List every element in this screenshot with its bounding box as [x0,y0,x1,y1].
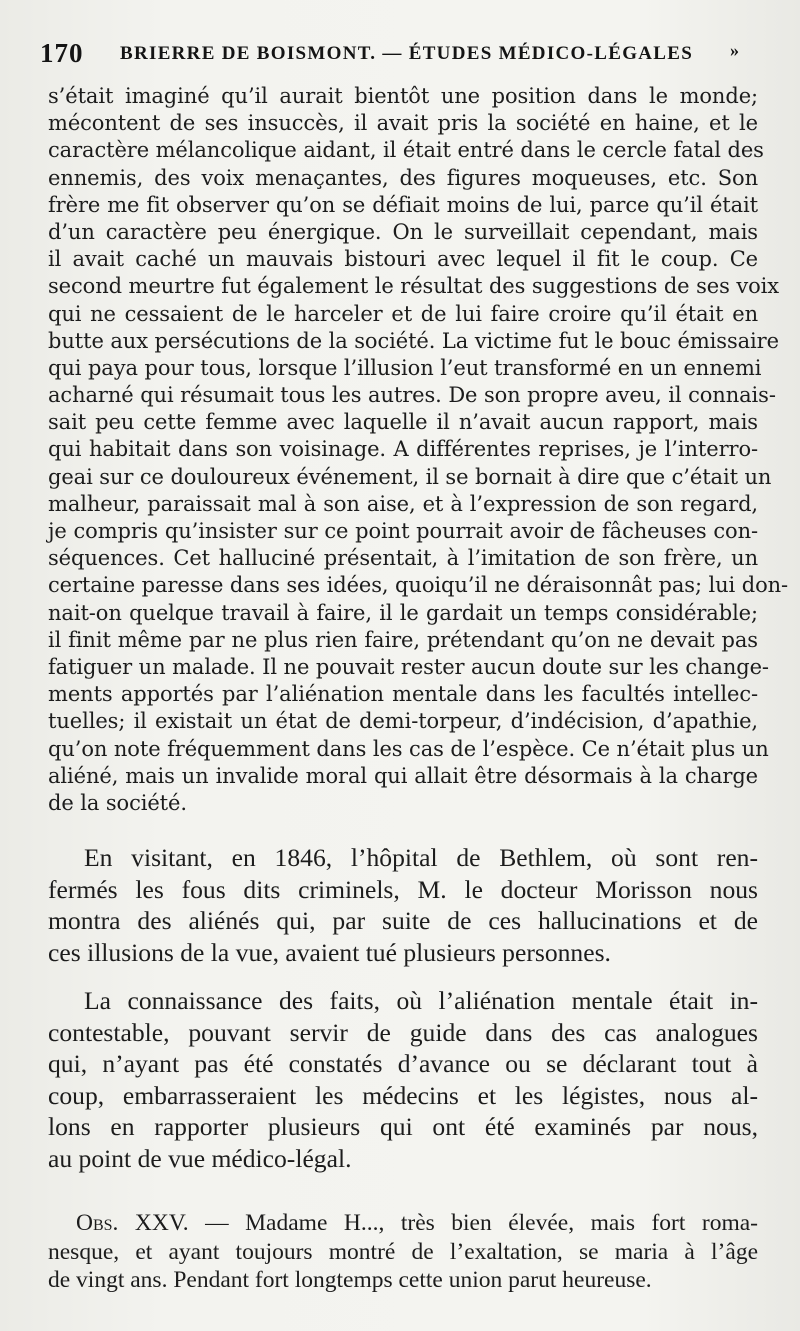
text-line: qui ne cessaient de le harceler et de lui faire croire qu’il était en [48,301,758,326]
text-line: mécontent de ses insuccès, il avait pris la société en haine, et le [48,111,758,136]
observation-text: — Madame H..., très bien élevée, mais fort roma- [205,1210,758,1236]
text-line: second meurtre fut également le résultat des suggestions de ses voix [48,274,779,299]
page-number: 170 [40,38,84,68]
paragraph-1 [48,83,789,817]
header-mark: » [730,40,739,60]
text-line: fatiguer un malade. Il ne pouvait rester aucun doute sur les change- [48,654,769,679]
text-line: contestable, pouvant servir de guide dans des cas analogues [48,1017,758,1047]
text-line: ments apportés par l’aliénation mentale dans les facultés intellec- [48,682,758,707]
text-line: caractère mélancolique aidant, il était entré dans le cercle fatal des [48,138,764,163]
observation-label: Obs. XXV. [76,1210,189,1236]
text-line: En visitant, en 1846, l’hôpital de Bethlem, où sont ren- [84,843,758,872]
text-line: ennemis, des voix menaçantes, des figures moqueuses, etc. Son [48,165,758,190]
text-line: de la société. [48,790,187,815]
text-line: s’était imaginé qu’il aurait bientôt une position dans le monde; [48,84,758,108]
text-line: nait-on quelque travail à faire, il le gardait un temps considérable; [48,600,758,625]
text-line: nesque, et ayant toujours montré de l’exaltation, se maria à l’âge [48,1238,758,1265]
text-line: qui paya pour tous, lorsque l’illusion l’eut transformé en un ennemi [48,355,762,380]
text-line: butte aux persécutions de la société. La victime fut le bouc émissaire [48,328,779,353]
observation-first-line [48,1209,758,1238]
text-line: lons en rapporter plusieurs qui ont été examinés par nous, [48,1112,758,1141]
text-line: il avait caché un mauvais bistouri avec lequel il fit le coup. Ce [48,247,758,272]
text-line: séquences. Cet halluciné présentait, à l’imitation de son frère, un [48,546,758,571]
text-line: tuelles; il existait un état de demi-torpeur, d’indécision, d’apathie, [48,709,758,734]
text-line: qui habitait dans son voisinage. A différentes reprises, je l’interro- [48,437,758,462]
text-line: au point de vue médico-légal. [48,1143,352,1173]
page-header [40,38,780,70]
text-line: montra des aliénés qui, par suite de ces hallucinations et de [48,906,758,935]
text-line: d’un caractère peu énergique. On le surveillait cependant, mais [48,219,758,244]
text-line: de vingt ans. Pendant fort longtemps cette union parut heureuse. [48,1267,652,1293]
text-line: sait peu cette femme avec laquelle il n’avait aucun rapport, mais [48,410,758,435]
paragraph-2 [48,842,758,968]
text-line: geai sur ce douloureux événement, il se bornait à dire que c’était un [48,464,772,489]
text-line: il finit même par ne plus rien faire, prétendant qu’on ne devait pas [48,627,758,652]
text-line: qu’on note fréquemment dans les cas de l’espèce. Ce n’était plus un [48,736,769,761]
text-line: ces illusions de la vue, avaient tué plusieurs personnes. [48,937,611,967]
text-line: aliéné, mais un invalide moral qui allait être désormais à la charge [48,763,758,788]
text-line: certaine paresse dans ses idées, quoiqu’il ne déraisonnât pas; lui don- [48,573,789,598]
text-line: acharné qui résumait tous les autres. De son propre aveu, il connais- [48,383,776,408]
paragraph-3 [48,985,758,1174]
text-line: frère me fit observer qu’on se défiait moins de lui, parce qu’il était [48,192,758,217]
text-line: qui, n’ayant pas été constatés d’avance ou se déclarant tout à [48,1049,758,1078]
running-head: BRIERRE DE BOISMONT. — ÉTUDES MÉDICO-LÉGALES [120,43,694,64]
text-line: La connaissance des faits, où l’aliénation mentale était in- [84,986,758,1015]
text-line: coup, embarrasseraient les médecins et les légistes, nous al- [48,1080,758,1110]
text-line: fermés les fous dits criminels, M. le docteur Morisson nous [48,874,758,904]
text-line: malheur, paraissait mal à son aise, et à l’expression de son regard, [48,491,758,516]
observation-25 [48,1209,758,1295]
text-line: je compris qu’insister sur ce point pourrait avoir de fâcheuses con- [48,519,758,543]
